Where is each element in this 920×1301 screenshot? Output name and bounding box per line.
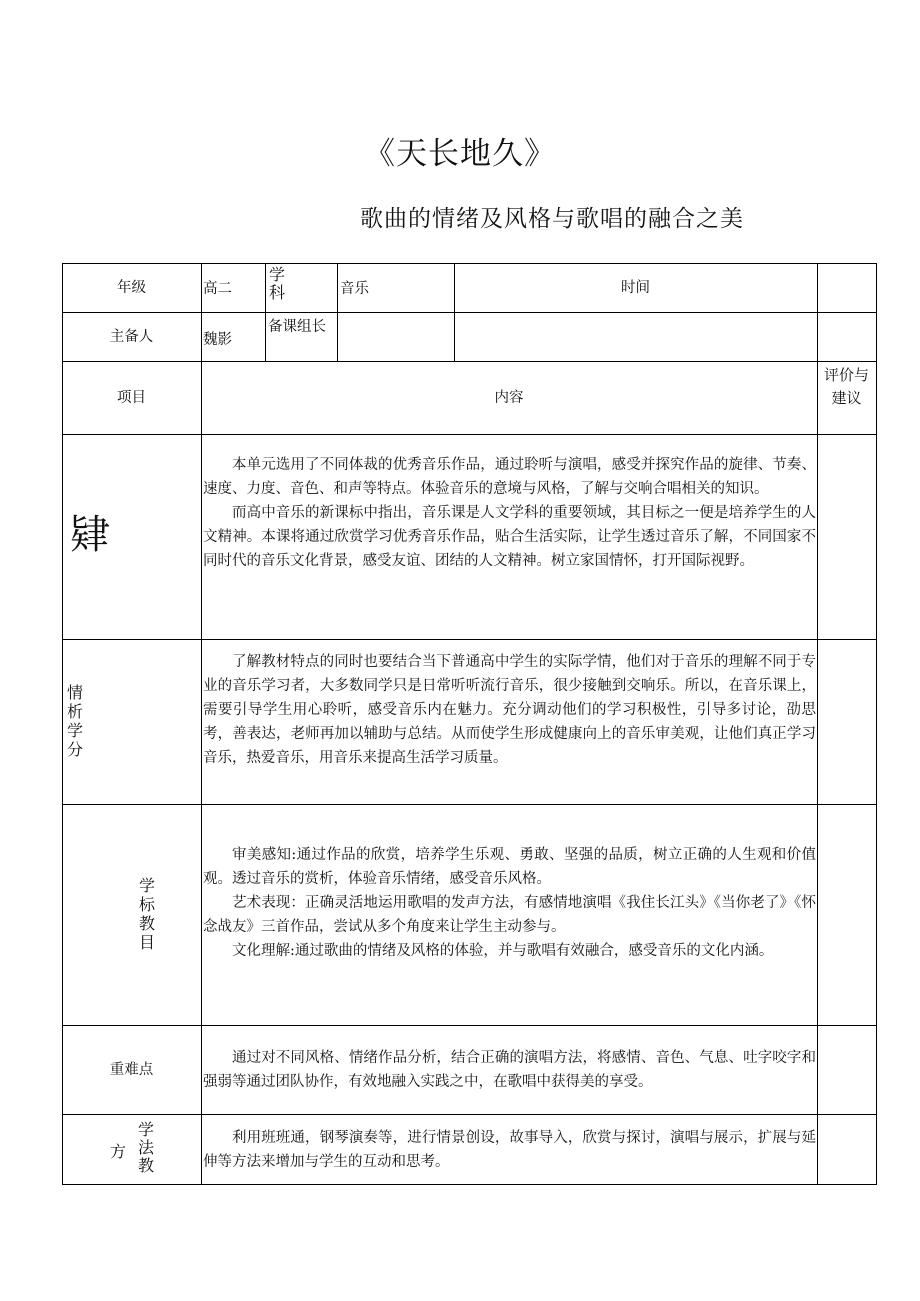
section2-label-char2: 析 <box>67 702 84 721</box>
table-line <box>265 263 266 362</box>
section5-label-char1: 学 <box>138 1120 155 1139</box>
group-leader-value-cell[interactable] <box>338 312 454 361</box>
subject-value: 音乐 <box>340 281 369 297</box>
section2-label-char3: 学 <box>67 721 84 740</box>
section3-paragraph-3: 文化理解:通过歌曲的情绪及风格的体验，并与歌唱有效融合，感受音乐的文化内涵。 <box>232 943 774 959</box>
section1-content <box>203 453 816 573</box>
table-line <box>876 263 877 1185</box>
subject-label-line1: 学 <box>269 265 286 284</box>
section1-label: 肄 <box>70 512 110 558</box>
section1-paragraph-2: 而高中音乐的新课标中指出，音乐课是人文学科的重要领域，其目标之一便是培养学生的人文精神。本课将通过欣赏学习优秀音乐作品，贴合生活实际，让学生透过音乐了解，不同国家不同时代的音乐文化背景，感受友谊、团结的人文精神。树立家国情怀，打开国际视野。 <box>203 505 816 569</box>
section3-label-char1: 学 <box>139 876 156 895</box>
table-line <box>62 639 877 640</box>
section3-content <box>203 843 816 963</box>
group-leader-label: 备课组长 <box>268 319 326 335</box>
section5-content <box>203 1126 816 1174</box>
section3-label-char2: 标 <box>139 895 156 914</box>
section2-content <box>203 650 816 770</box>
section3-label-char4: 目 <box>139 933 156 952</box>
content-header: 内容 <box>494 389 524 406</box>
section2-label <box>67 683 87 759</box>
item-header: 项目 <box>117 389 146 406</box>
time-label: 时间 <box>621 279 650 296</box>
section3-label <box>139 876 159 952</box>
section4-paragraph-1: 通过对不同风格、情绪作品分析，结合正确的演唱方法，将感情、音色、气息、吐字咬字和强弱等通过团队协作，有效地融入实践之中，在歌唱中获得美的享受。 <box>203 1050 816 1090</box>
grade-value: 高二 <box>203 281 232 297</box>
evaluation-header <box>817 364 876 410</box>
section3-label-char3: 教 <box>139 914 156 933</box>
section5-label <box>138 1121 158 1175</box>
section4-label: 重难点 <box>109 1061 154 1078</box>
section1-paragraph-1: 本单元选用了不同体裁的优秀音乐作品，通过聆听与演唱，感受并探究作品的旋律、节奏、速度、力度、音色、和声等特点。体验音乐的意境与风格，了解与交响合唱相关的知识。 <box>203 457 816 497</box>
table-line <box>62 434 877 435</box>
section3-paragraph-2: 艺术表现：正确灵活地运用歌唱的发声方法，有感情地演唱《我住长江头》《当你老了》《怀念战友》三首作品，尝试从多个角度来让学生主动参与。 <box>203 895 816 935</box>
section5-label-char3: 教 <box>138 1156 155 1175</box>
table-line <box>62 1114 877 1115</box>
preparer-value: 魏影 <box>203 332 232 348</box>
table-line <box>62 1184 877 1185</box>
subject-label <box>269 266 335 302</box>
section2-label-char4: 分 <box>67 740 84 759</box>
document-subtitle: 歌曲的情绪及风格与歌唱的融合之美 <box>360 206 744 232</box>
section5-paragraph-1: 利用班班通，钢琴演奏等，进行情景创设，故事导入，欣赏与探讨，演唱与展示，扩展与延伸等方法来增加与学生的互动和思考。 <box>203 1130 816 1170</box>
section2-label-char1: 情 <box>67 683 84 702</box>
section3-paragraph-1: 审美感知:通过作品的欣赏，培养学生乐观、勇敢、坚强的品质，树立正确的人生观和价值观。透过音乐的赏析，体验音乐情绪，感受音乐风格。 <box>203 847 816 887</box>
evaluation-header-line1: 评价与 <box>823 366 869 384</box>
section4-content <box>203 1046 816 1094</box>
section5-label-char2: 法 <box>138 1138 155 1157</box>
table-line <box>62 804 877 805</box>
grade-label: 年级 <box>117 279 146 296</box>
section2-paragraph-1: 了解教材特点的同时也要结合当下普通高中学生的实际学情，他们对于音乐的理解不同于专业的音乐学习者，大多数同学只是日常听听流行音乐，很少接触到交响乐。所以，在音乐课上，需要引导学生用心聆听，感受音乐内在魅力。充分调动他们的学习积极性，引导多讨论，劭思考，善表达，老师再加以辅助与总结。从而使学生形成健康向上的音乐审美观，让他们真正学习音乐，热爱音乐，用音乐来提高生活学习质量。 <box>203 654 816 766</box>
document-title: 《天长地久》 <box>364 136 556 172</box>
time-value-cell[interactable] <box>817 263 876 312</box>
subject-label-line2: 科 <box>269 283 286 302</box>
lesson-plan-table <box>62 263 877 1185</box>
section5-label-left: 方 <box>110 1142 127 1161</box>
evaluation-header-line2: 建议 <box>831 389 862 407</box>
preparer-label: 主备人 <box>109 328 154 345</box>
